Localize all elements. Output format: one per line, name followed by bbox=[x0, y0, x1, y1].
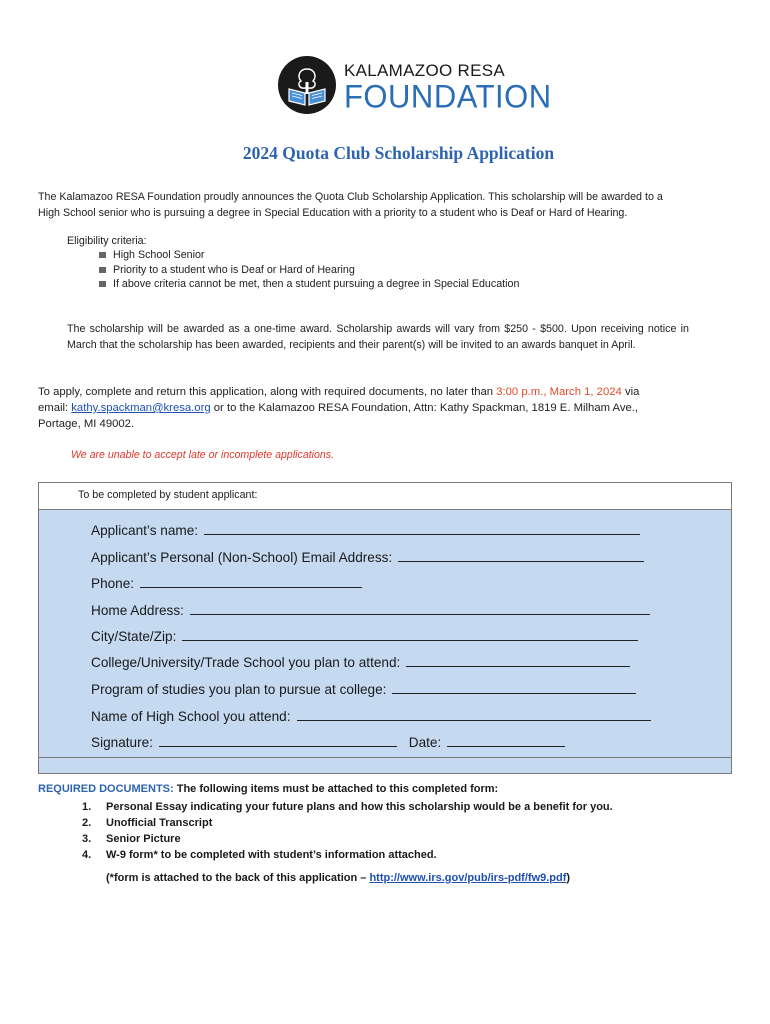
note-text: (*form is attached to the back of this application – bbox=[106, 872, 370, 884]
email-label: Applicant’s Personal (Non-School) Email Address: bbox=[91, 550, 393, 565]
deadline-text: 3:00 p.m., March 1, 2024 bbox=[496, 386, 622, 398]
city-row bbox=[91, 628, 638, 644]
high-school-row bbox=[91, 708, 651, 724]
list-item: High School Senior bbox=[99, 248, 519, 263]
email-field[interactable] bbox=[398, 549, 644, 562]
required-label: REQUIRED DOCUMENTS: bbox=[38, 783, 174, 795]
college-row bbox=[91, 654, 630, 670]
address-text: or to the Kalamazoo RESA Foundation, Attn: Kathy Spackman, 1819 E. Milham Ave., bbox=[210, 402, 639, 414]
program-field[interactable] bbox=[392, 681, 636, 694]
date-field[interactable] bbox=[447, 734, 565, 747]
logo-text-bottom: FOUNDATION bbox=[344, 78, 552, 115]
award-paragraph: The scholarship will be awarded as a one-time award. Scholarship awards will vary from $250 - $500. Upon receiving notice in March that the scholarship has been awarded, recipients and their parent(s) will be invited to an awards banquet in April. bbox=[67, 323, 689, 351]
address-line: Portage, MI 49002. bbox=[38, 418, 135, 430]
city-field[interactable] bbox=[182, 628, 638, 641]
list-item: If above criteria cannot be met, then a student pursuing a degree in Special Education bbox=[99, 277, 519, 292]
phone-row bbox=[91, 575, 362, 591]
name-row bbox=[91, 522, 640, 538]
high-school-label: Name of High School you attend: bbox=[91, 709, 291, 724]
form-header-label: To be completed by student applicant: bbox=[78, 489, 258, 501]
address-label: Home Address: bbox=[91, 603, 184, 618]
list-item: Priority to a student who is Deaf or Hard of Hearing bbox=[99, 263, 519, 278]
list-item: 1. Personal Essay indicating your future plans and how this scholarship would be a benefit for you. bbox=[82, 801, 613, 813]
city-label: City/State/Zip: bbox=[91, 629, 177, 644]
eligibility-label: Eligibility criteria: bbox=[67, 235, 147, 247]
book-tree-icon bbox=[277, 55, 337, 115]
required-documents-list bbox=[82, 799, 613, 863]
name-field[interactable] bbox=[204, 522, 640, 535]
apply-paragraph bbox=[38, 384, 738, 432]
email-link[interactable]: kathy.spackman@kresa.org bbox=[71, 402, 211, 414]
required-documents-heading bbox=[38, 783, 738, 795]
form-footer bbox=[39, 757, 731, 773]
list-item: 2. Unofficial Transcript bbox=[82, 817, 213, 829]
email-row bbox=[91, 549, 644, 565]
required-text: The following items must be attached to this completed form: bbox=[173, 783, 499, 795]
phone-label: Phone: bbox=[91, 576, 135, 591]
list-item: 4. W-9 form* to be completed with student’s information attached. bbox=[82, 849, 437, 861]
date-label: Date: bbox=[408, 735, 442, 750]
intro-line-2: High School senior who is pursuing a degree in Special Education with a priority to a student who is Deaf or Hard of Hearing. bbox=[38, 207, 628, 219]
apply-via: via bbox=[621, 386, 640, 398]
list-item: 3. Senior Picture bbox=[82, 833, 181, 845]
email-prefix: email: bbox=[38, 402, 72, 414]
foundation-logo bbox=[277, 55, 552, 121]
phone-field[interactable] bbox=[140, 575, 362, 588]
college-label: College/University/Trade School you plan to attend: bbox=[91, 655, 401, 670]
apply-text: To apply, complete and return this application, along with required documents, no later than bbox=[38, 386, 497, 398]
note-close: ) bbox=[566, 872, 571, 884]
intro-line-1: The Kalamazoo RESA Foundation proudly announces the Quota Club Scholarship Application. This scholarship will be awarded to a bbox=[38, 191, 663, 203]
high-school-field[interactable] bbox=[297, 708, 651, 721]
late-notice: We are unable to accept late or incomplete applications. bbox=[71, 449, 335, 461]
irs-form-link[interactable]: http://www.irs.gov/pub/irs-pdf/fw9.pdf bbox=[369, 872, 567, 884]
signature-label: Signature: bbox=[91, 735, 153, 750]
intro-paragraph bbox=[38, 189, 738, 221]
program-label: Program of studies you plan to pursue at college: bbox=[91, 682, 387, 697]
applicant-form bbox=[38, 482, 732, 774]
name-label: Applicant’s name: bbox=[91, 523, 199, 538]
signature-row bbox=[91, 734, 565, 750]
eligibility-list bbox=[99, 248, 519, 292]
page-title: 2024 Quota Club Scholarship Application bbox=[242, 143, 555, 163]
program-row bbox=[91, 681, 636, 697]
address-field[interactable] bbox=[190, 602, 650, 615]
signature-field[interactable] bbox=[159, 734, 397, 747]
college-field[interactable] bbox=[406, 654, 630, 667]
logo-text-top: KALAMAZOO RESA bbox=[344, 61, 506, 80]
address-row bbox=[91, 602, 650, 618]
w9-note bbox=[106, 872, 570, 884]
form-header bbox=[39, 483, 731, 510]
